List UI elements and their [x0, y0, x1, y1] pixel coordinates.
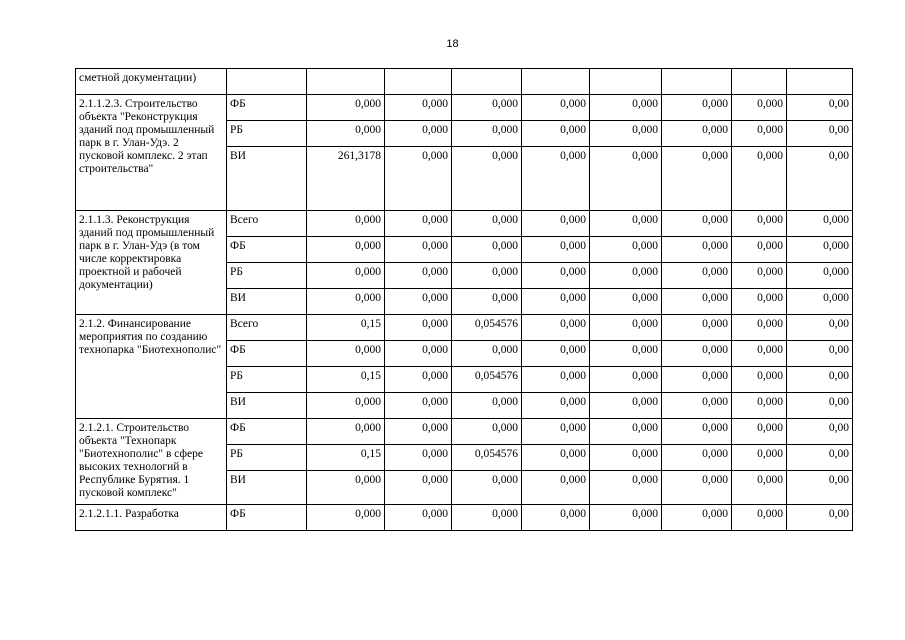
value-cell	[307, 69, 385, 95]
value-cell: 0,000	[385, 211, 452, 237]
value-cell: 0,000	[590, 419, 662, 445]
funding-source-cell: РБ	[227, 445, 307, 471]
value-cell: 0,000	[732, 315, 787, 341]
funding-source-cell: РБ	[227, 263, 307, 289]
value-cell: 0,000	[662, 341, 732, 367]
value-cell: 0,000	[662, 95, 732, 121]
value-cell: 0,000	[385, 471, 452, 505]
value-cell: 0,000	[452, 419, 522, 445]
table-row	[76, 69, 853, 95]
value-cell: 0,000	[787, 237, 853, 263]
table-row	[76, 505, 853, 531]
value-cell: 0,000	[662, 237, 732, 263]
value-cell: 0,000	[452, 471, 522, 505]
value-cell: 0,00	[787, 471, 853, 505]
value-cell: 0,00	[787, 95, 853, 121]
value-cell: 0,000	[732, 95, 787, 121]
value-cell: 0,000	[662, 393, 732, 419]
funding-source-cell: Всего	[227, 211, 307, 237]
value-cell: 0,000	[452, 393, 522, 419]
value-cell: 0,00	[787, 121, 853, 147]
value-cell: 0,00	[787, 505, 853, 531]
value-cell: 0,000	[732, 445, 787, 471]
value-cell	[590, 69, 662, 95]
value-cell: 0,000	[522, 237, 590, 263]
value-cell	[662, 69, 732, 95]
value-cell: 0,000	[522, 393, 590, 419]
value-cell: 0,15	[307, 367, 385, 393]
value-cell: 0,000	[662, 289, 732, 315]
measure-name-cell: 2.1.1.3. Реконструкция зданий под промышленный парк в г. Улан-Удэ (в том числе корректировка проектной и рабочей документации)	[76, 211, 227, 315]
value-cell: 0,000	[590, 121, 662, 147]
value-cell: 0,00	[787, 147, 853, 211]
value-cell: 0,000	[732, 211, 787, 237]
value-cell: 0,000	[662, 147, 732, 211]
value-cell: 0,00	[787, 315, 853, 341]
value-cell: 0,000	[522, 341, 590, 367]
value-cell: 0,000	[787, 263, 853, 289]
value-cell: 0,000	[590, 341, 662, 367]
value-cell: 0,000	[307, 95, 385, 121]
funding-source-cell: ВИ	[227, 289, 307, 315]
value-cell: 0,000	[732, 505, 787, 531]
value-cell	[385, 69, 452, 95]
value-cell: 0,000	[522, 471, 590, 505]
value-cell: 0,000	[385, 95, 452, 121]
value-cell: 0,00	[787, 419, 853, 445]
value-cell: 0,000	[662, 505, 732, 531]
value-cell: 0,00	[787, 393, 853, 419]
value-cell: 0,000	[452, 289, 522, 315]
value-cell: 0,000	[452, 147, 522, 211]
value-cell: 0,000	[307, 211, 385, 237]
funding-source-cell: ФБ	[227, 95, 307, 121]
value-cell: 0,15	[307, 315, 385, 341]
value-cell	[522, 69, 590, 95]
value-cell: 0,00	[787, 367, 853, 393]
value-cell: 0,000	[385, 147, 452, 211]
value-cell	[452, 69, 522, 95]
value-cell: 0,000	[385, 419, 452, 445]
value-cell: 0,000	[385, 393, 452, 419]
value-cell: 261,3178	[307, 147, 385, 211]
value-cell: 0,000	[385, 263, 452, 289]
value-cell: 0,000	[590, 471, 662, 505]
value-cell: 0,000	[590, 315, 662, 341]
measure-name-cell: 2.1.2.1.1. Разработка	[76, 505, 227, 531]
value-cell: 0,000	[732, 263, 787, 289]
value-cell: 0,000	[662, 367, 732, 393]
funding-source-cell: ФБ	[227, 341, 307, 367]
value-cell: 0,000	[385, 315, 452, 341]
funding-source-cell: ВИ	[227, 393, 307, 419]
value-cell: 0,000	[452, 211, 522, 237]
value-cell: 0,000	[452, 341, 522, 367]
value-cell: 0,000	[590, 237, 662, 263]
table-row	[76, 211, 853, 237]
value-cell: 0,000	[307, 419, 385, 445]
value-cell	[732, 69, 787, 95]
value-cell: 0,15	[307, 445, 385, 471]
value-cell: 0,00	[787, 445, 853, 471]
value-cell: 0,000	[732, 121, 787, 147]
value-cell: 0,000	[452, 237, 522, 263]
value-cell: 0,000	[662, 211, 732, 237]
value-cell: 0,000	[590, 211, 662, 237]
value-cell: 0,000	[385, 367, 452, 393]
value-cell: 0,000	[307, 121, 385, 147]
table-body	[76, 69, 853, 531]
value-cell: 0,000	[732, 237, 787, 263]
value-cell: 0,000	[732, 471, 787, 505]
measure-name-cell: 2.1.1.2.3. Строительство объекта "Реконструкция зданий под промышленный парк в г. Улан-Удэ. 2 пусковой комплекс. 2 этап строительства"	[76, 95, 227, 211]
value-cell: 0,000	[732, 341, 787, 367]
value-cell: 0,000	[307, 505, 385, 531]
value-cell: 0,054576	[452, 445, 522, 471]
funding-source-cell: ФБ	[227, 237, 307, 263]
value-cell: 0,000	[662, 471, 732, 505]
funding-source-cell	[227, 69, 307, 95]
table-row	[76, 95, 853, 121]
value-cell: 0,000	[452, 263, 522, 289]
value-cell: 0,000	[307, 237, 385, 263]
value-cell: 0,000	[452, 95, 522, 121]
value-cell: 0,000	[732, 393, 787, 419]
page-number: 18	[446, 38, 459, 50]
value-cell: 0,000	[522, 147, 590, 211]
value-cell: 0,000	[590, 263, 662, 289]
value-cell: 0,000	[662, 445, 732, 471]
value-cell: 0,000	[590, 95, 662, 121]
measure-name-cell: 2.1.2. Финансирование мероприятия по созданию технопарка "Биотехнополис"	[76, 315, 227, 419]
value-cell: 0,000	[590, 147, 662, 211]
funding-source-cell: Всего	[227, 315, 307, 341]
value-cell: 0,000	[732, 419, 787, 445]
value-cell: 0,000	[385, 237, 452, 263]
value-cell: 0,000	[590, 505, 662, 531]
value-cell: 0,000	[522, 505, 590, 531]
value-cell: 0,000	[522, 315, 590, 341]
value-cell: 0,000	[385, 341, 452, 367]
value-cell: 0,000	[522, 289, 590, 315]
measure-name-cell: 2.1.2.1. Строительство объекта "Технопарк "Биотехнополис" в сфере высоких технологий в Республике Бурятия. 1 пусковой комплекс"	[76, 419, 227, 505]
value-cell: 0,000	[452, 121, 522, 147]
measure-name-cell: сметной документации)	[76, 69, 227, 95]
value-cell: 0,000	[385, 121, 452, 147]
funding-source-cell: ВИ	[227, 471, 307, 505]
value-cell: 0,000	[307, 393, 385, 419]
value-cell	[787, 69, 853, 95]
value-cell: 0,000	[522, 419, 590, 445]
value-cell: 0,000	[662, 121, 732, 147]
value-cell: 0,000	[787, 289, 853, 315]
value-cell: 0,000	[522, 95, 590, 121]
value-cell: 0,054576	[452, 315, 522, 341]
value-cell: 0,000	[385, 289, 452, 315]
value-cell: 0,000	[732, 289, 787, 315]
funding-source-cell: РБ	[227, 367, 307, 393]
value-cell: 0,000	[522, 445, 590, 471]
value-cell: 0,000	[522, 121, 590, 147]
value-cell: 0,054576	[452, 367, 522, 393]
value-cell: 0,000	[590, 445, 662, 471]
value-cell: 0,000	[590, 367, 662, 393]
value-cell: 0,000	[307, 263, 385, 289]
funding-source-cell: ФБ	[227, 505, 307, 531]
table-row	[76, 315, 853, 341]
value-cell: 0,000	[307, 289, 385, 315]
value-cell: 0,000	[662, 263, 732, 289]
table-row	[76, 419, 853, 445]
value-cell: 0,000	[385, 505, 452, 531]
value-cell: 0,000	[522, 367, 590, 393]
value-cell: 0,000	[732, 147, 787, 211]
value-cell: 0,000	[452, 505, 522, 531]
value-cell: 0,000	[732, 367, 787, 393]
value-cell: 0,000	[522, 263, 590, 289]
value-cell: 0,000	[590, 393, 662, 419]
value-cell: 0,000	[307, 471, 385, 505]
value-cell: 0,000	[787, 211, 853, 237]
value-cell: 0,00	[787, 341, 853, 367]
funding-source-cell: РБ	[227, 121, 307, 147]
value-cell: 0,000	[385, 445, 452, 471]
funding-source-cell: ФБ	[227, 419, 307, 445]
value-cell: 0,000	[590, 289, 662, 315]
value-cell: 0,000	[662, 315, 732, 341]
budget-table	[75, 68, 853, 531]
funding-source-cell: ВИ	[227, 147, 307, 211]
value-cell: 0,000	[307, 341, 385, 367]
value-cell: 0,000	[662, 419, 732, 445]
value-cell: 0,000	[522, 211, 590, 237]
